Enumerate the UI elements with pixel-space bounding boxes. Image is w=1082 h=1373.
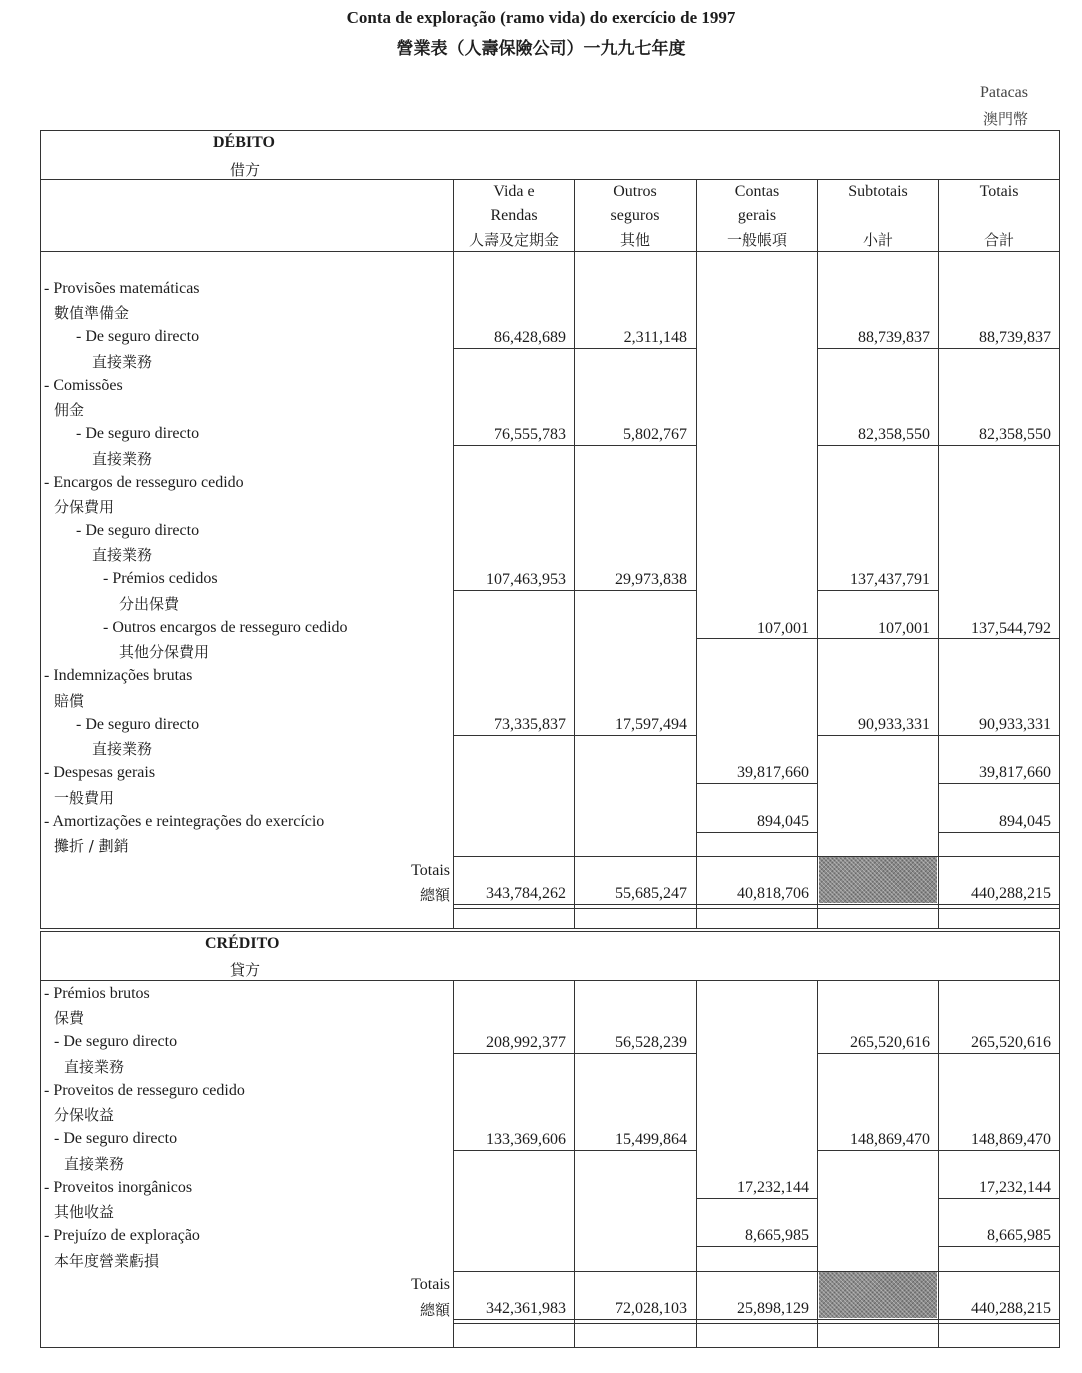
currency-unit-chinese: 澳門幣 xyxy=(982,110,1028,128)
row-label: - Provisões matemáticas xyxy=(44,280,200,297)
cell-rule xyxy=(696,832,817,833)
credit-heading-divider xyxy=(40,980,1060,981)
row-label-chinese: 分保收益 xyxy=(54,1106,115,1124)
column-header-chinese: 人壽及定期金 xyxy=(468,231,559,249)
column-header-line: Subtotais xyxy=(848,183,908,200)
column-header-line xyxy=(818,204,938,228)
column-divider xyxy=(453,179,454,929)
currency-unit: Patacas xyxy=(980,84,1028,101)
cell-value: 86,428,689 xyxy=(494,329,566,346)
column-header-line: Vida e xyxy=(493,183,535,200)
cell-rule xyxy=(453,1150,696,1151)
row-label: - Proveitos inorgânicos xyxy=(44,1179,193,1196)
cell-value: 133,369,606 xyxy=(486,1131,566,1148)
cell-rule xyxy=(817,445,1060,446)
totals-label-chinese: 總額 xyxy=(419,886,450,904)
cell-value: 56,528,239 xyxy=(615,1034,687,1051)
row-label-chinese: 佣金 xyxy=(54,401,85,419)
column-header-line: Contas xyxy=(734,183,780,200)
cell-value: 17,232,144 xyxy=(737,1179,809,1196)
cell-rule xyxy=(817,1150,1060,1151)
column-divider xyxy=(817,179,818,929)
cell-value: 76,555,783 xyxy=(494,426,566,443)
total-value: 440,288,215 xyxy=(971,885,1051,902)
cell-rule xyxy=(696,1198,817,1199)
column-header-line: gerais xyxy=(737,207,777,224)
row-label: - Proveitos de resseguro cedido xyxy=(44,1082,245,1099)
cell-value: 88,739,837 xyxy=(979,329,1051,346)
cell-value: 29,973,838 xyxy=(615,571,687,588)
total-value: 40,818,706 xyxy=(737,885,809,902)
credit-heading-label-chinese: 貸方 xyxy=(230,961,261,979)
totals-rule xyxy=(453,908,1060,909)
row-label-chinese: 一般費用 xyxy=(54,789,115,807)
column-header-line: Outros xyxy=(613,183,657,200)
cell-value: 894,045 xyxy=(999,813,1051,830)
total-value: 55,685,247 xyxy=(615,885,687,902)
row-label: - De seguro directo xyxy=(54,1130,178,1147)
column-header-subtotais xyxy=(818,180,938,252)
cell-value: 208,992,377 xyxy=(486,1034,566,1051)
debit-heading-label: DÉBITO xyxy=(213,134,275,151)
cell-value: 265,520,616 xyxy=(971,1034,1051,1051)
cell-rule xyxy=(938,783,1060,784)
cell-rule xyxy=(817,735,1060,736)
column-divider xyxy=(574,179,575,929)
cell-value: 265,520,616 xyxy=(850,1034,930,1051)
cell-value: 90,933,331 xyxy=(979,716,1051,733)
cell-value: 2,311,148 xyxy=(623,329,687,346)
cell-rule xyxy=(938,832,1060,833)
cell-value: 894,045 xyxy=(757,813,809,830)
total-value: 440,288,215 xyxy=(971,1300,1051,1317)
cell-value: 17,597,494 xyxy=(615,716,687,733)
column-header-line: seguros xyxy=(610,207,660,224)
cell-rule xyxy=(453,590,696,591)
totals-rule xyxy=(453,1271,1060,1272)
cell-value: 82,358,550 xyxy=(858,426,930,443)
cell-value: 137,544,792 xyxy=(971,620,1051,637)
totals-rule xyxy=(453,1319,1060,1320)
cell-rule xyxy=(817,348,1060,349)
cell-rule xyxy=(817,590,938,591)
cell-value: 88,739,837 xyxy=(858,329,930,346)
column-header-contas xyxy=(697,180,817,252)
document-title-chinese: 營業表（人壽保險公司）一九九七年度 xyxy=(396,39,686,59)
cell-rule xyxy=(453,1053,696,1054)
column-header-line xyxy=(939,204,1059,228)
cell-rule xyxy=(453,735,696,736)
row-label: - Outros encargos de resseguro cedido xyxy=(103,619,348,636)
cell-value: 148,869,470 xyxy=(850,1131,930,1148)
cell-value: 39,817,660 xyxy=(737,764,809,781)
cell-rule xyxy=(817,1053,1060,1054)
row-label-chinese: 直接業務 xyxy=(64,1058,125,1076)
cell-rule xyxy=(938,1246,1060,1247)
column-header-outros xyxy=(575,180,695,252)
row-label: - De seguro directo xyxy=(54,1033,178,1050)
cell-value: 107,001 xyxy=(878,620,930,637)
cell-value: 148,869,470 xyxy=(971,1131,1051,1148)
cell-rule xyxy=(938,1198,1060,1199)
cell-value: 5,802,767 xyxy=(623,426,687,443)
column-header-chinese: 其他 xyxy=(619,231,650,249)
debit-heading-label-chinese: 借方 xyxy=(230,161,261,179)
row-label-chinese: 直接業務 xyxy=(64,1155,125,1173)
cell-value: 107,463,953 xyxy=(486,571,566,588)
cell-value: 82,358,550 xyxy=(979,426,1051,443)
column-header-vida xyxy=(454,180,574,252)
row-label-chinese: 直接業務 xyxy=(92,740,153,758)
row-label-chinese: 數值準備金 xyxy=(54,304,130,322)
row-label-chinese: 其他分保費用 xyxy=(119,643,210,661)
row-label: - Comissões xyxy=(44,377,123,394)
row-label-chinese: 直接業務 xyxy=(92,546,153,564)
totals-rule xyxy=(453,856,1060,857)
column-header-line: Rendas xyxy=(490,207,538,224)
row-label-chinese: 保費 xyxy=(54,1009,85,1027)
column-header-chinese: 合計 xyxy=(983,231,1014,249)
cell-value: 107,001 xyxy=(757,620,809,637)
cell-value: 15,499,864 xyxy=(615,1131,687,1148)
total-value: 25,898,129 xyxy=(737,1300,809,1317)
cell-rule xyxy=(696,783,817,784)
row-label: - Prémios brutos xyxy=(44,985,150,1002)
row-label: - De seguro directo xyxy=(76,522,200,539)
totals-label: Totais xyxy=(411,1276,450,1293)
cell-rule xyxy=(696,1246,817,1247)
total-value: 72,028,103 xyxy=(615,1300,687,1317)
row-label-chinese: 分保費用 xyxy=(54,498,115,516)
cell-rule xyxy=(453,348,696,349)
document-title: Conta de exploração (ramo vida) do exercício de 1997 xyxy=(346,8,736,27)
column-header-chinese: 一般帳項 xyxy=(726,231,787,249)
row-label-chinese: 攤折 / 劃銷 xyxy=(54,837,129,855)
total-value: 343,784,262 xyxy=(486,885,566,902)
cell-value: 39,817,660 xyxy=(979,764,1051,781)
row-label-chinese: 其他收益 xyxy=(54,1203,115,1221)
totals-rule xyxy=(453,904,1060,905)
shaded-cell xyxy=(819,857,937,903)
total-value: 342,361,983 xyxy=(486,1300,566,1317)
cell-value: 8,665,985 xyxy=(987,1227,1051,1244)
cell-rule xyxy=(453,445,696,446)
row-label: - Indemnizações brutas xyxy=(44,667,193,684)
row-label: - De seguro directo xyxy=(76,425,200,442)
credit-heading-label: CRÉDITO xyxy=(205,935,280,952)
cell-value: 8,665,985 xyxy=(745,1227,809,1244)
row-label-chinese: 賠償 xyxy=(54,692,85,710)
row-label-chinese: 直接業務 xyxy=(92,450,153,468)
column-header-chinese: 小計 xyxy=(862,231,893,249)
cell-value: 137,437,791 xyxy=(850,571,930,588)
column-header-line: Totais xyxy=(979,183,1019,200)
totals-label: Totais xyxy=(411,862,450,879)
cell-value: 17,232,144 xyxy=(979,1179,1051,1196)
column-header-totais xyxy=(939,180,1059,252)
row-label: - Prejuízo de exploração xyxy=(44,1227,200,1244)
row-label-chinese: 本年度營業虧損 xyxy=(54,1252,160,1270)
totals-label-chinese: 總額 xyxy=(419,1301,450,1319)
row-label: - De seguro directo xyxy=(76,328,200,345)
row-label-chinese: 直接業務 xyxy=(92,353,153,371)
row-label: - Encargos de resseguro cedido xyxy=(44,474,244,491)
row-label: - Amortizações e reintegrações do exercício xyxy=(44,813,325,830)
cell-value: 90,933,331 xyxy=(858,716,930,733)
row-label: - Prémios cedidos xyxy=(103,570,218,587)
row-label-chinese: 分出保費 xyxy=(119,595,180,613)
totals-rule xyxy=(453,1323,1060,1324)
column-divider xyxy=(696,980,697,1348)
row-label: - Despesas gerais xyxy=(44,764,156,781)
cell-value: 73,335,837 xyxy=(494,716,566,733)
row-label: - De seguro directo xyxy=(76,716,200,733)
shaded-cell xyxy=(819,1272,937,1318)
